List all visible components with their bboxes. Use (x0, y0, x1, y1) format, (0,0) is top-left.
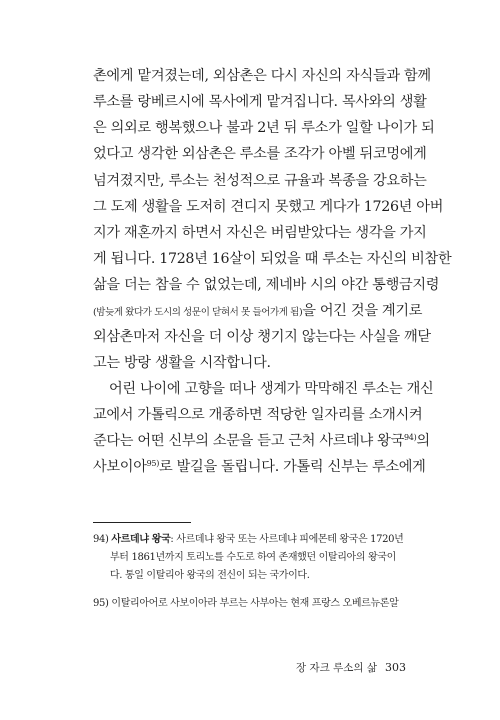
body-line: 고는 방랑 생활을 시작합니다. (93, 355, 271, 371)
body-line: 교에서 가톨릭으로 개종하면 적당한 일자리를 소개시켜 (93, 407, 423, 423)
body-text: 사보이아 (93, 459, 147, 475)
body-text: 준다는 어떤 신부의 소문을 듣고 근처 사르데냐 왕국 (93, 433, 404, 449)
footnote-term: 사르데냐 왕국 (111, 534, 171, 545)
footnote-94 (93, 533, 413, 547)
body-line (93, 432, 430, 450)
footnote-number: 95) (93, 598, 109, 609)
body-line: 삶을 더는 참을 수 없었는데, 제네바 시의 야간 통행금지령 (93, 277, 440, 293)
body-line: 그 도제 생활을 도저히 견디지 못했고 게다가 1726년 아버 (93, 199, 444, 215)
footnote-text: 이탈리아어로 사보이아라 부르는 사부아는 현재 프랑스 오베르뉴론알 (111, 598, 399, 609)
body-text: 의 (416, 433, 430, 449)
body-line: 었다고 생각한 외삼촌은 루소를 조각가 아벨 뒤코멍에게 (93, 146, 427, 162)
footnote-95 (93, 597, 413, 611)
running-title: 장 자크 루소의 삶 (295, 662, 377, 674)
footnote-divider (93, 522, 191, 523)
body-line: 지가 재혼까지 하면서 자신은 버림받았다는 생각을 가지 (93, 225, 427, 241)
body-line (93, 458, 426, 476)
inline-note: (밤늦게 왔다가 도시의 성문이 닫혀서 못 들어가게 됨) (93, 307, 303, 318)
body-line-indented: 어린 나이에 고향을 떠나 생계가 막막해진 루소는 개신 (109, 381, 434, 397)
body-text: 로 발길을 돌립니다. 가톨릭 신부는 루소에게 (159, 459, 426, 475)
page-number: 303 (385, 661, 406, 674)
footnote-94-line: 부터 1861년까지 토리노를 수도로 하여 존재했던 이탈리아의 왕국이 (110, 552, 396, 563)
body-text: 을 어긴 것을 계기로 (302, 303, 423, 319)
body-line: 게 됩니다. 1728년 16살이 되었을 때 루소는 자신의 비참한 (93, 251, 452, 267)
footnote-ref-94[interactable]: 94) (403, 433, 417, 442)
body-line (93, 302, 423, 322)
body-line: 넘겨졌지만, 루소는 천성적으로 규율과 복종을 강요하는 (93, 173, 427, 189)
body-line: 촌에게 맡겨졌는데, 외삼촌은 다시 자신의 자식들과 함께 (93, 68, 431, 84)
body-line: 루소를 랑베르시에 목사에게 맡겨집니다. 목사와의 생활 (93, 94, 427, 110)
page-footer (296, 660, 406, 675)
footnote-ref-95[interactable]: 95) (146, 459, 160, 468)
footnote-94-line: 다. 통일 이탈리아 왕국의 전신이 되는 국가이다. (110, 570, 310, 581)
footnote-number: 94) (93, 534, 109, 545)
body-line: 은 의외로 행복했으나 불과 2년 뒤 루소가 일할 나이가 되 (93, 120, 435, 136)
body-line: 외삼촌마저 자신을 더 이상 챙기지 않는다는 사실을 깨닫 (93, 329, 431, 345)
footnote-text: : 사르데냐 왕국 또는 사르데냐 피에몬테 왕국은 1720년 (170, 534, 404, 545)
